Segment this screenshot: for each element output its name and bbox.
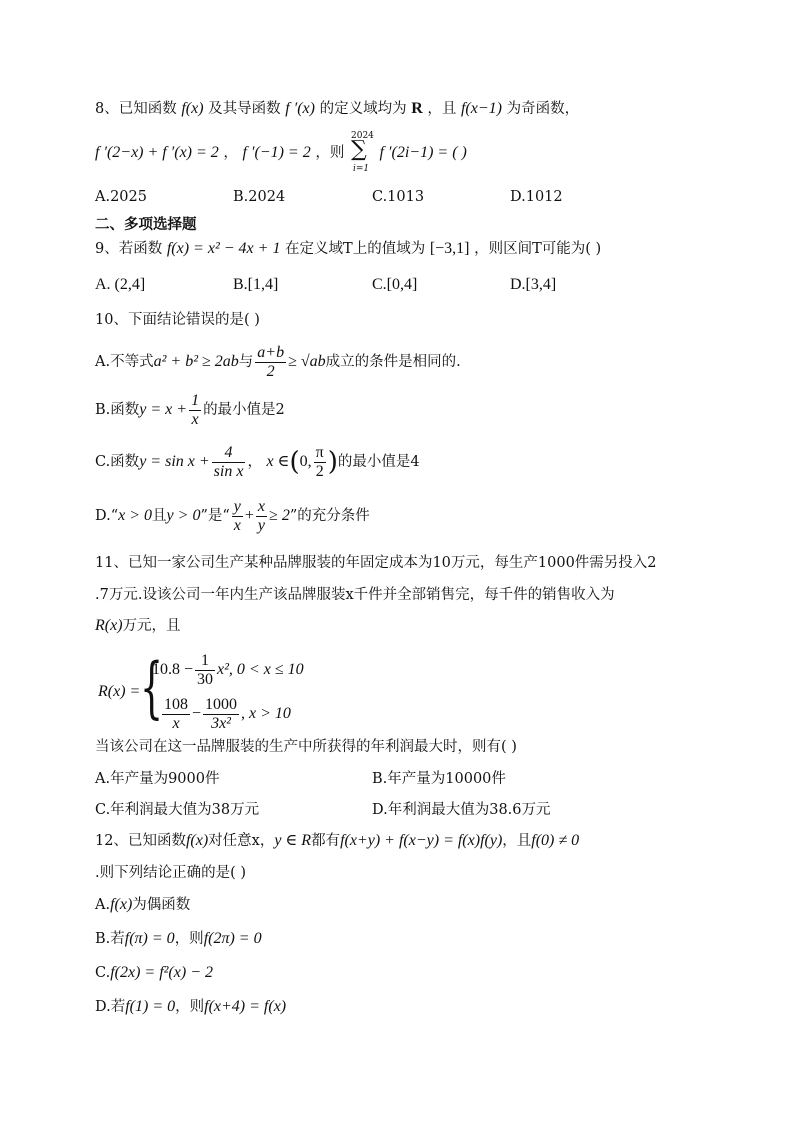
q10-d-plus: + [244, 507, 254, 524]
q8-option-d: D.1012 [510, 189, 563, 205]
q10-c-text: C.函数 [95, 454, 140, 470]
q11-case2-minus: − [192, 705, 202, 722]
q10-d-tail: ”的充分条件 [289, 508, 370, 524]
q11-line3-tail: 万元，且 [122, 618, 181, 634]
q11-case2-num1: 108 [164, 695, 188, 713]
q8-text-b: 及其导函数 [208, 101, 281, 117]
q12-neq: f(0) ≠ 0 [531, 832, 580, 849]
q10-c-tail: 的最小值是4 [337, 454, 420, 470]
q12-text-b: 对任意x， [208, 833, 275, 849]
q8-fpx: f ′(x) [285, 100, 315, 117]
q10-a-and: 与 [238, 354, 254, 370]
q10-b-frac [189, 392, 201, 429]
q12-option-a [95, 893, 190, 917]
q12-equation: f(x+y) + f(x−y) = f(x)f(y) [340, 832, 503, 849]
q10-b-text: B.函数 [95, 402, 140, 418]
q10-c-num: 4 [212, 444, 246, 463]
q11-case1 [152, 648, 304, 692]
q10-stem: 10、下面结论错误的是( ) [95, 312, 260, 328]
q11-line3 [95, 614, 181, 638]
q10-a-tail: 成立的条件是相同的. [325, 354, 461, 370]
q8-line1 [95, 97, 579, 121]
q12-c-expr: f(2x) = f²(x) − 2 [110, 964, 213, 981]
q10-c-pi-frac [314, 444, 326, 481]
q10-d-n1: y [233, 497, 241, 515]
q11-case2-den1: x [172, 714, 180, 732]
q8-sum-lower: i=1 [353, 164, 370, 174]
q8-eq1: f ′(2−x) + f ′(x) = 2 [95, 144, 219, 161]
q10-b-num: 1 [191, 391, 200, 409]
q8-option-b: B.2024 [233, 189, 286, 205]
q8-then: ，则 [315, 145, 345, 161]
q11-case2-frac1 [162, 696, 190, 733]
q11-case2-b: , x > 10 [241, 705, 291, 722]
q12-d-then: ，则 [175, 999, 205, 1015]
q12-d-expr1: f(1) = 0 [125, 998, 176, 1015]
q9-option-b: B.[1,4] [233, 276, 279, 293]
q12-text-a: 12、已知函数 [95, 833, 186, 849]
q10-d-cond2: y > 0 [166, 507, 201, 524]
q12-line1 [95, 829, 579, 853]
q12-option-d [95, 995, 286, 1019]
q10-c-den: sin x [213, 462, 244, 480]
q10-c-comma: ， [247, 454, 262, 470]
q10-a-num: a+b [257, 343, 285, 361]
q9-option-d: D.[3,4] [510, 276, 557, 293]
q11-piecewise-lhs: R(x) = [98, 683, 141, 700]
q12-a-tail: 为偶函数 [132, 897, 191, 913]
q10-c-in: x ∈ [266, 453, 290, 470]
q12-y-in-R: y ∈ R [274, 832, 312, 849]
q10-option-b [95, 388, 285, 432]
q12-c-label: C. [95, 965, 111, 981]
q12-b-label: B.若 [95, 931, 125, 947]
q12-b-expr2: f(2π) = 0 [203, 930, 262, 947]
q10-a-expr: a² + b² ≥ 2ab [153, 353, 239, 370]
q9-expr: f(x) = x² − 4x + 1 [166, 240, 281, 257]
q8-text-a: 8、已知函数 [95, 101, 177, 117]
q10-c-two: 2 [315, 462, 324, 480]
q8-fx: f(x) [181, 100, 204, 117]
q8-sum-upper: 2024 [351, 131, 374, 141]
q10-d-and: 且 [152, 508, 167, 524]
q10-a-sqrt: ≥ √ab [288, 353, 326, 370]
q11-brace: { [140, 649, 164, 726]
q12-b-expr1: f(π) = 0 [124, 930, 175, 947]
q8-sum-symbol: ∑ [351, 137, 367, 162]
q9-stem [95, 237, 601, 261]
q9-text-a: 9、若函数 [95, 241, 163, 257]
q10-b-expr: y = x + [139, 401, 188, 418]
q10-c-expr: y = sin x + [139, 453, 210, 470]
q8-option-a: A.2025 [95, 189, 147, 205]
q10-d-ge: ≥ 2 [269, 507, 290, 524]
q10-d-frac1 [232, 498, 243, 535]
q11-Rx: R(x) [95, 617, 123, 634]
q11-option-c: C.年利润最大值为38万元 [95, 802, 260, 818]
q10-c-frac [212, 444, 246, 481]
q10-option-a [95, 340, 461, 384]
q10-d-d1: x [233, 516, 241, 534]
q11-case1-a: 10.8 − [152, 661, 194, 678]
q11-option-b: B.年产量为10000件 [372, 771, 506, 787]
q10-option-c: C.函数y = sin x + $\frac{4}{\text{sin x}}$ ， x ∈(0, $\frac{\pi}{2}$ )的最小值是4 [95, 443, 420, 480]
q11-case1-den: 30 [197, 670, 214, 688]
q9-option-c: C.[0,4] [372, 276, 418, 293]
section-heading: 二、多项选择题 [95, 217, 197, 233]
q11-option-d: D.年利润最大值为38.6万元 [372, 802, 551, 818]
q8-R: R [411, 100, 423, 117]
q11-stem: 当该公司在这一品牌服装的生产中所获得的年利润最大时，则有( ) [95, 739, 517, 755]
q9-text-c: ，则区间T可能为( ) [474, 241, 602, 257]
q10-d-n2: x [257, 497, 266, 515]
q11-case2-num2: 1000 [205, 695, 238, 713]
q8-text-e: 为奇函数， [506, 101, 580, 117]
q8-fxm1: f(x−1) [460, 100, 502, 117]
q10-a-den: 2 [266, 362, 275, 380]
q11-line1: 11、已知一家公司生产某种品牌服装的年固定成本为10万元，每生产1000件需另投入2 [95, 555, 657, 571]
q12-a-expr: f(x) [110, 896, 133, 913]
q12-a-label: A. [95, 897, 111, 913]
q9-option-a: A. (2,4] [95, 276, 146, 293]
q10-d-is: ”是“ [200, 508, 230, 524]
q8-sum-expr: f ′(2i−1) = ( ) [379, 144, 467, 161]
q12-option-b [95, 927, 262, 951]
q12-text-d: ，且 [502, 833, 532, 849]
q10-option-d [95, 494, 370, 538]
q10-a-frac [255, 344, 286, 381]
q11-case2-frac2 [203, 696, 239, 733]
q8-line2 [95, 141, 467, 165]
q11-line2: .7万元.设该公司一年内生产该品牌服装x千件并全部销售完，每千件的销售收入为 [95, 587, 615, 603]
q11-case1-frac [195, 652, 215, 689]
q11-option-a: A.年产量为9000件 [95, 771, 220, 787]
q12-text-c: 都有 [311, 833, 341, 849]
q12-fx: f(x) [185, 832, 209, 849]
q12-line2: .则下列结论正确的是( ) [95, 865, 247, 881]
q12-b-then: ，则 [174, 931, 204, 947]
q10-c-pi: π [315, 443, 324, 461]
q11-case1-num: 1 [195, 652, 215, 671]
q12-option-c [95, 961, 213, 985]
q10-c-interval-start: 0, [299, 453, 312, 470]
q11-case2-den2: 3x² [211, 714, 231, 732]
q8-eq2: f ′(−1) = 2 [242, 144, 311, 161]
q10-b-tail: 的最小值是2 [203, 402, 285, 418]
q11-case2 [160, 692, 291, 736]
q12-d-expr2: f(x+4) = f(x) [204, 998, 287, 1015]
q8-text-c: 的定义域均为 [319, 101, 407, 117]
q10-d-text: D.“ [95, 508, 119, 524]
q10-b-den: x [191, 410, 199, 428]
q9-range: [−3,1] [429, 240, 470, 257]
q10-d-frac2 [256, 498, 267, 535]
q12-d-label: D.若 [95, 999, 126, 1015]
q9-text-b: 在定义域T上的值域为 [285, 241, 426, 257]
q10-d-cond1: x > 0 [118, 507, 153, 524]
q8-comma: ， [223, 145, 238, 161]
q10-a-text: A.不等式 [95, 354, 154, 370]
q10-d-d2: y [257, 516, 266, 534]
q8-option-c: C.1013 [372, 189, 425, 205]
q11-case1-b: x², 0 < x ≤ 10 [217, 661, 304, 678]
q8-text-d: ，且 [427, 101, 457, 117]
